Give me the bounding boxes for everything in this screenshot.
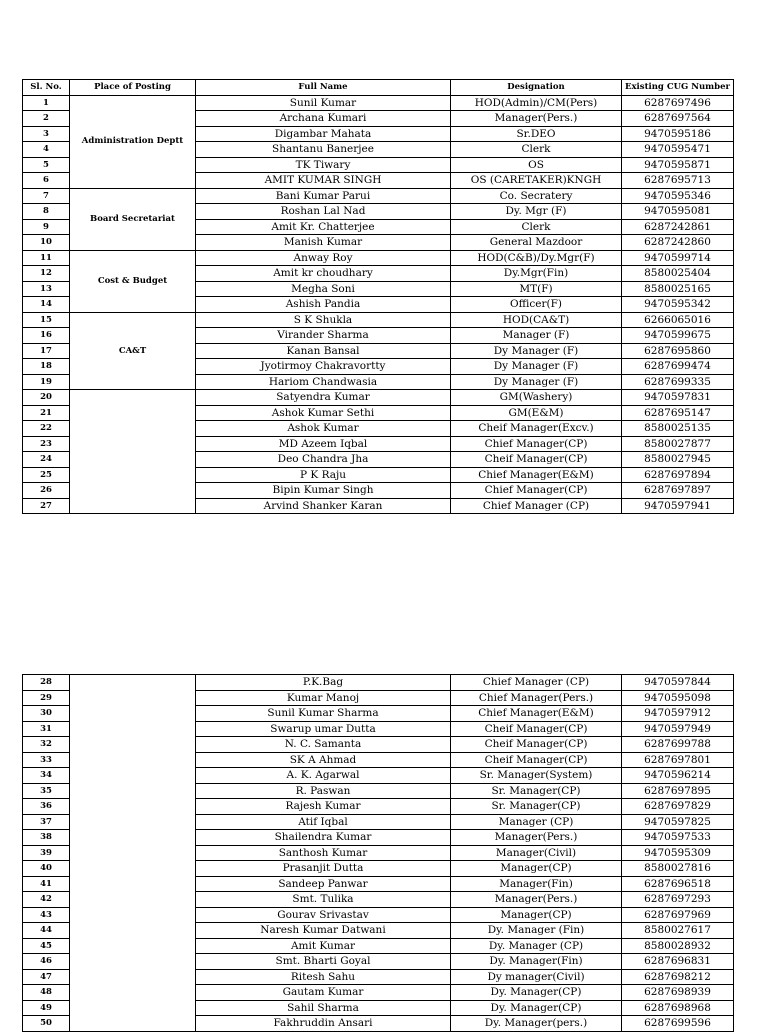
- full-name-cell: Smt. Tulika: [196, 892, 451, 908]
- sl-no-cell: 23: [23, 436, 70, 452]
- full-name-cell: Virander Sharma: [196, 328, 451, 344]
- place-of-posting-cell: Cost & Budget: [70, 250, 196, 312]
- full-name-cell: Kanan Bansal: [196, 343, 451, 359]
- full-name-cell: Jyotirmoy Chakravortty: [196, 359, 451, 375]
- full-name-cell: MD Azeem Iqbal: [196, 436, 451, 452]
- cug-number-cell: 6287697564: [622, 111, 734, 127]
- table-row: [23, 188, 734, 204]
- sl-no-cell: 36: [23, 799, 70, 815]
- sl-no-cell: 17: [23, 343, 70, 359]
- sl-no-cell: 14: [23, 297, 70, 313]
- designation-cell: Manager(Civil): [451, 845, 622, 861]
- full-name-cell: TK Tiwary: [196, 157, 451, 173]
- sl-no-cell: 31: [23, 721, 70, 737]
- sl-no-cell: 24: [23, 452, 70, 468]
- cug-number-cell: 9470599675: [622, 328, 734, 344]
- full-name-cell: Sunil Kumar Sharma: [196, 706, 451, 722]
- sl-no-cell: 46: [23, 954, 70, 970]
- designation-cell: Dy. Manager (Fin): [451, 923, 622, 939]
- designation-cell: Clerk: [451, 142, 622, 158]
- designation-cell: Dy. Mgr (F): [451, 204, 622, 220]
- cug-number-cell: 9470597912: [622, 706, 734, 722]
- full-name-cell: Rajesh Kumar: [196, 799, 451, 815]
- sl-no-cell: 21: [23, 405, 70, 421]
- sl-no-cell: 8: [23, 204, 70, 220]
- designation-cell: Chief Manager(E&M): [451, 706, 622, 722]
- sl-no-cell: 40: [23, 861, 70, 877]
- full-name-cell: Sahil Sharma: [196, 1000, 451, 1016]
- designation-cell: Cheif Manager(CP): [451, 737, 622, 753]
- designation-cell: Manager(Pers.): [451, 892, 622, 908]
- sl-no-cell: 7: [23, 188, 70, 204]
- full-name-cell: Kumar Manoj: [196, 690, 451, 706]
- cug-number-cell: 8580027877: [622, 436, 734, 452]
- cug-table-page-1: [22, 79, 734, 514]
- sl-no-cell: 19: [23, 374, 70, 390]
- full-name-cell: Gourav Srivastav: [196, 907, 451, 923]
- full-name-cell: Ritesh Sahu: [196, 969, 451, 985]
- full-name-cell: N. C. Samanta: [196, 737, 451, 753]
- cug-number-cell: 8580025135: [622, 421, 734, 437]
- sl-no-cell: 18: [23, 359, 70, 375]
- sl-no-cell: 13: [23, 281, 70, 297]
- full-name-cell: Hariom Chandwasia: [196, 374, 451, 390]
- header-cug-number: Existing CUG Number: [622, 80, 734, 96]
- sl-no-cell: 44: [23, 923, 70, 939]
- sl-no-cell: 43: [23, 907, 70, 923]
- full-name-cell: Amit Kumar: [196, 938, 451, 954]
- designation-cell: Manager (F): [451, 328, 622, 344]
- full-name-cell: Amit Kr. Chatterjee: [196, 219, 451, 235]
- cug-number-cell: 6266065016: [622, 312, 734, 328]
- designation-cell: Chief Manager (CP): [451, 498, 622, 514]
- cug-number-cell: 6287697969: [622, 907, 734, 923]
- cug-number-cell: 6287699474: [622, 359, 734, 375]
- cug-number-cell: 6287695860: [622, 343, 734, 359]
- cug-number-cell: 8580027945: [622, 452, 734, 468]
- table-row: [23, 312, 734, 328]
- full-name-cell: Anway Roy: [196, 250, 451, 266]
- designation-cell: Dy manager(Civil): [451, 969, 622, 985]
- full-name-cell: Bipin Kumar Singh: [196, 483, 451, 499]
- designation-cell: Dy.Mgr(Fin): [451, 266, 622, 282]
- cug-number-cell: 6287696831: [622, 954, 734, 970]
- cug-number-cell: 9470597949: [622, 721, 734, 737]
- designation-cell: Dy. Manager (CP): [451, 938, 622, 954]
- header-row: [23, 80, 734, 96]
- place-of-posting-cell: [70, 675, 196, 1032]
- sl-no-cell: 39: [23, 845, 70, 861]
- cug-number-cell: 8580027816: [622, 861, 734, 877]
- sl-no-cell: 38: [23, 830, 70, 846]
- sl-no-cell: 50: [23, 1016, 70, 1032]
- designation-cell: Dy. Manager(CP): [451, 1000, 622, 1016]
- table-row: [23, 250, 734, 266]
- header-designation: Designation: [451, 80, 622, 96]
- full-name-cell: Naresh Kumar Datwani: [196, 923, 451, 939]
- full-name-cell: Atif Iqbal: [196, 814, 451, 830]
- full-name-cell: Swarup umar Dutta: [196, 721, 451, 737]
- sl-no-cell: 22: [23, 421, 70, 437]
- full-name-cell: Fakhruddin Ansari: [196, 1016, 451, 1032]
- designation-cell: Cheif Manager(CP): [451, 452, 622, 468]
- sl-no-cell: 45: [23, 938, 70, 954]
- designation-cell: Dy Manager (F): [451, 359, 622, 375]
- full-name-cell: Arvind Shanker Karan: [196, 498, 451, 514]
- designation-cell: Chief Manager(CP): [451, 483, 622, 499]
- cug-number-cell: 9470596214: [622, 768, 734, 784]
- full-name-cell: Ashish Pandia: [196, 297, 451, 313]
- designation-cell: MT(F): [451, 281, 622, 297]
- designation-cell: GM(E&M): [451, 405, 622, 421]
- header-full-name: Full Name: [196, 80, 451, 96]
- cug-number-cell: 6287699596: [622, 1016, 734, 1032]
- table-row: [23, 390, 734, 406]
- sl-no-cell: 32: [23, 737, 70, 753]
- full-name-cell: Amit kr choudhary: [196, 266, 451, 282]
- cug-number-cell: 9470595186: [622, 126, 734, 142]
- cug-number-cell: 9470595342: [622, 297, 734, 313]
- cug-number-cell: 6287699335: [622, 374, 734, 390]
- full-name-cell: Satyendra Kumar: [196, 390, 451, 406]
- designation-cell: OS: [451, 157, 622, 173]
- designation-cell: Cheif Manager(Excv.): [451, 421, 622, 437]
- designation-cell: GM(Washery): [451, 390, 622, 406]
- designation-cell: Dy. Manager(pers.): [451, 1016, 622, 1032]
- cug-number-cell: 6287697895: [622, 783, 734, 799]
- sl-no-cell: 5: [23, 157, 70, 173]
- full-name-cell: Shailendra Kumar: [196, 830, 451, 846]
- sl-no-cell: 34: [23, 768, 70, 784]
- full-name-cell: Megha Soni: [196, 281, 451, 297]
- cug-number-cell: 8580025404: [622, 266, 734, 282]
- designation-cell: General Mazdoor: [451, 235, 622, 251]
- sl-no-cell: 26: [23, 483, 70, 499]
- designation-cell: Manager(CP): [451, 907, 622, 923]
- cug-number-cell: 6287696518: [622, 876, 734, 892]
- designation-cell: Dy Manager (F): [451, 374, 622, 390]
- designation-cell: Manager(Fin): [451, 876, 622, 892]
- designation-cell: Co. Secratery: [451, 188, 622, 204]
- sl-no-cell: 1: [23, 95, 70, 111]
- place-of-posting-cell: CA&T: [70, 312, 196, 390]
- designation-cell: HOD(Admin)/CM(Pers): [451, 95, 622, 111]
- designation-cell: Chief Manager(CP): [451, 436, 622, 452]
- sl-no-cell: 49: [23, 1000, 70, 1016]
- designation-cell: Dy. Manager(Fin): [451, 954, 622, 970]
- cug-number-cell: 6287697829: [622, 799, 734, 815]
- cug-number-cell: 6287698212: [622, 969, 734, 985]
- designation-cell: Manager(CP): [451, 861, 622, 877]
- sl-no-cell: 37: [23, 814, 70, 830]
- place-of-posting-cell: Board Secretariat: [70, 188, 196, 250]
- cug-number-cell: 9470597844: [622, 675, 734, 691]
- sl-no-cell: 9: [23, 219, 70, 235]
- designation-cell: Clerk: [451, 219, 622, 235]
- sl-no-cell: 35: [23, 783, 70, 799]
- cug-number-cell: 6287697894: [622, 467, 734, 483]
- full-name-cell: Bani Kumar Parui: [196, 188, 451, 204]
- header-place-of-posting: Place of Posting: [70, 80, 196, 96]
- full-name-cell: Gautam Kumar: [196, 985, 451, 1001]
- sl-no-cell: 48: [23, 985, 70, 1001]
- header-sl-no: Sl. No.: [23, 80, 70, 96]
- sl-no-cell: 33: [23, 752, 70, 768]
- full-name-cell: Archana Kumari: [196, 111, 451, 127]
- cug-number-cell: 9470599714: [622, 250, 734, 266]
- designation-cell: Sr. Manager(CP): [451, 783, 622, 799]
- designation-cell: Cheif Manager(CP): [451, 752, 622, 768]
- cug-number-cell: 6287697496: [622, 95, 734, 111]
- cug-number-cell: 9470595871: [622, 157, 734, 173]
- cug-number-cell: 6287697897: [622, 483, 734, 499]
- designation-cell: Manager(Pers.): [451, 830, 622, 846]
- designation-cell: Sr.DEO: [451, 126, 622, 142]
- cug-number-cell: 9470597533: [622, 830, 734, 846]
- sl-no-cell: 25: [23, 467, 70, 483]
- full-name-cell: Sunil Kumar: [196, 95, 451, 111]
- sl-no-cell: 12: [23, 266, 70, 282]
- cug-number-cell: 6287698939: [622, 985, 734, 1001]
- cug-number-cell: 6287242860: [622, 235, 734, 251]
- table-body: [23, 675, 734, 1032]
- full-name-cell: P K Raju: [196, 467, 451, 483]
- sl-no-cell: 41: [23, 876, 70, 892]
- table-body: [23, 95, 734, 514]
- full-name-cell: Sandeep Panwar: [196, 876, 451, 892]
- sl-no-cell: 4: [23, 142, 70, 158]
- designation-cell: Dy Manager (F): [451, 343, 622, 359]
- designation-cell: Chief Manager(Pers.): [451, 690, 622, 706]
- sl-no-cell: 10: [23, 235, 70, 251]
- designation-cell: Officer(F): [451, 297, 622, 313]
- cug-number-cell: 9470595098: [622, 690, 734, 706]
- cug-table-page-2: [22, 674, 734, 1032]
- designation-cell: Manager(Pers.): [451, 111, 622, 127]
- cug-number-cell: 6287695713: [622, 173, 734, 189]
- full-name-cell: Manish Kumar: [196, 235, 451, 251]
- full-name-cell: R. Paswan: [196, 783, 451, 799]
- designation-cell: Chiеf Manager(E&M): [451, 467, 622, 483]
- sl-no-cell: 27: [23, 498, 70, 514]
- table-row: [23, 675, 734, 691]
- sl-no-cell: 29: [23, 690, 70, 706]
- sl-no-cell: 2: [23, 111, 70, 127]
- full-name-cell: Prasanjit Dutta: [196, 861, 451, 877]
- designation-cell: HOD(CA&T): [451, 312, 622, 328]
- full-name-cell: Ashok Kumar Sethi: [196, 405, 451, 421]
- full-name-cell: A. K. Agarwal: [196, 768, 451, 784]
- sl-no-cell: 3: [23, 126, 70, 142]
- cug-number-cell: 6287699788: [622, 737, 734, 753]
- sl-no-cell: 28: [23, 675, 70, 691]
- sl-no-cell: 6: [23, 173, 70, 189]
- cug-number-cell: 9470597825: [622, 814, 734, 830]
- sl-no-cell: 11: [23, 250, 70, 266]
- cug-number-cell: 8580025165: [622, 281, 734, 297]
- full-name-cell: Shantanu Banerjee: [196, 142, 451, 158]
- full-name-cell: AMIT KUMAR SINGH: [196, 173, 451, 189]
- cug-number-cell: 9470595309: [622, 845, 734, 861]
- cug-number-cell: 6287695147: [622, 405, 734, 421]
- full-name-cell: Santhosh Kumar: [196, 845, 451, 861]
- cug-number-cell: 6287697801: [622, 752, 734, 768]
- designation-cell: Manager (CP): [451, 814, 622, 830]
- full-name-cell: Smt. Bharti Goyal: [196, 954, 451, 970]
- cug-number-cell: 6287697293: [622, 892, 734, 908]
- full-name-cell: Roshan Lal Nad: [196, 204, 451, 220]
- cug-number-cell: 9470597831: [622, 390, 734, 406]
- place-of-posting-cell: [70, 390, 196, 514]
- full-name-cell: Digambar Mahata: [196, 126, 451, 142]
- cug-number-cell: 9470595346: [622, 188, 734, 204]
- designation-cell: Cheif Manager(CP): [451, 721, 622, 737]
- sl-no-cell: 30: [23, 706, 70, 722]
- sl-no-cell: 15: [23, 312, 70, 328]
- full-name-cell: Ashok Kumar: [196, 421, 451, 437]
- cug-number-cell: 9470595081: [622, 204, 734, 220]
- cug-number-cell: 6287242861: [622, 219, 734, 235]
- designation-cell: Dy. Manager(CP): [451, 985, 622, 1001]
- cug-number-cell: 8580027617: [622, 923, 734, 939]
- cug-number-cell: 6287698968: [622, 1000, 734, 1016]
- place-of-posting-cell: Administration Deptt: [70, 95, 196, 188]
- sl-no-cell: 47: [23, 969, 70, 985]
- table-row: [23, 95, 734, 111]
- full-name-cell: Deo Chandra Jha: [196, 452, 451, 468]
- designation-cell: HOD(C&B)/Dy.Mgr(F): [451, 250, 622, 266]
- designation-cell: Chief Manager (CP): [451, 675, 622, 691]
- designation-cell: Sr. Manager(System): [451, 768, 622, 784]
- cug-number-cell: 8580028932: [622, 938, 734, 954]
- sl-no-cell: 20: [23, 390, 70, 406]
- cug-number-cell: 9470597941: [622, 498, 734, 514]
- designation-cell: OS (CARETAKER)KNGH: [451, 173, 622, 189]
- full-name-cell: P.K.Bag: [196, 675, 451, 691]
- full-name-cell: SK A Ahmad: [196, 752, 451, 768]
- full-name-cell: S K Shukla: [196, 312, 451, 328]
- sl-no-cell: 42: [23, 892, 70, 908]
- sl-no-cell: 16: [23, 328, 70, 344]
- designation-cell: Sr. Manager(CP): [451, 799, 622, 815]
- cug-number-cell: 9470595471: [622, 142, 734, 158]
